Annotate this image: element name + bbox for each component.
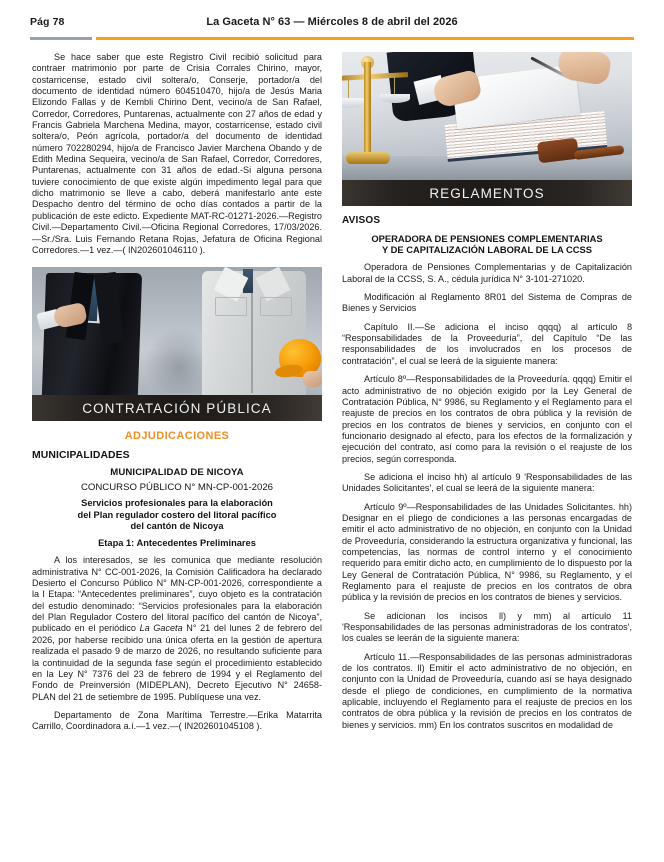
avisos-heading: AVISOS <box>342 215 381 226</box>
articulo-9-paragraph: Artículo 9º—Responsabilidades de las Unidades Solicitantes. hh) Designar en el pliego de condiciones a las personas encargadas de emitir el acto administrativo de no objeción, en conjunto con la Unidad de Proveeduría, considerando la estructura organizativa y funcional, las competencias, las normas de control interno y el conocimiento requerido para emitir dicho acto, en cumplimiento de lo dispuesto por la Ley General de Contratación Pública, N° 9986, su Reglamento, y el Reglamento para el reajuste de precios en los contratos de obra pública y la revisión de precios en los contratos de bienes y servicios. <box>342 501 632 603</box>
contratacion-publica-banner-label: CONTRATACIÓN PÚBLICA <box>82 400 272 416</box>
worker-hand-shape <box>303 371 322 387</box>
worker-pocket-right-shape <box>260 297 292 316</box>
left-column <box>32 52 322 733</box>
header-rule-left <box>30 37 92 40</box>
project-title-line-2: del Plan regulador costero del litoral pacífico <box>77 509 277 520</box>
contratacion-publica-banner <box>32 395 322 421</box>
municipalidad-nicoya-heading: MUNICIPALIDAD DE NICOYA <box>110 467 244 479</box>
worker-zipper-shape <box>251 293 253 393</box>
legal-justice-photo <box>342 52 632 180</box>
scales-pan-left <box>342 98 366 108</box>
left-signature-block: Departamento de Zona Marítima Terrestre.—Erika Matarrita Carrillo, Coordinadora a.í.—1 vez.—( IN202601045108 ). <box>32 709 322 732</box>
articulo-11-paragraph: Artículo 11.—Responsabilidades de las personas administradoras de los contratos. ll) Emitir el acto administrativo de no objeción, en conjunto con la Unidad de Proveeduría, cuando así se haya designado desde el pliego de condiciones, en cumplimiento de la normativa aplicable, incluyendo el Reglamento para el reajuste de precios en los contratos de obra pública y la revisión de precios en los contratos de bienes y servicios. mm) En los contratos suscritos en modalidad de <box>342 651 632 730</box>
project-title <box>32 498 322 532</box>
entity-heading <box>342 233 632 255</box>
adjudicaciones-subheading: ADJUDICACIONES <box>124 430 230 443</box>
adiciona-hh-paragraph: Se adiciona el inciso hh) al artículo 9 'Responsabilidades de las Unidades Solicitantes', el cual se leerá de la siguiente manera: <box>342 471 632 494</box>
scales-base-shape <box>346 152 390 164</box>
concurso-number: CONCURSO PÚBLICO N° MN-CP-001-2026 <box>80 482 274 494</box>
businessman-and-worker-photo <box>32 267 322 395</box>
civil-registry-notice: Se hace saber que este Registro Civil recibió solicitud para contraer matrimonio por parte de Crisia Corrales Chirino, mayor, costarricense, estado civil soltera/o, Conserje, portador/a del documento de identidad número 604510470, hijo/a de Jesús Maria Elizondo Fallas y de Kembli Chirino Dent, vecino/a de San Rafael, Corredor, Corredores, Puntarenas, actualmente con 27 años de edad y Francis Gabriela Marchena Medina, mayor, costarricense, estado civil soltera/o, Peón agrícola, portador/a del documento de identidad número 702280294, hijo/a de Francisco Javier Marchena Obando y de Edith Medina Sequeira, vecino/a de San Rafael, Corredor, Corredores, Puntarenas, actualmente con 31 años de edad.-Si alguna persona tuviere conocimiento de que existe algún impedimento legal para que dicho matrimonio se lleve a cabo, deberá manifestarlo ante este Despacho dentro del término de ocho días contados a partir de la publicación de este edicto. Expediente MAT-RC-01271-2026.—Registro Civil.—Departamento Civil.—Oficina Regional Corredores, 17/03/2026.—Sr./Sra. Luis Fernando Retana Rojas, Jefatura de Oficina Regional Corredores.—1 vez.—( IN202601046110 ). <box>32 52 322 255</box>
scales-pan-right <box>380 94 410 103</box>
capitulo-ii-paragraph: Capítulo II.—Se adiciona el inciso qqqq) al artículo 8 “Responsabilidades de la Proveeduría”, del Capítulo “De las responsabilidades de los involucrados en los procesos de contratación”, el cual se leerá de la siguiente manera: <box>342 321 632 366</box>
resolution-body <box>32 555 322 702</box>
articulo-8-paragraph: Artículo 8º—Responsabilidades de la Proveeduría. qqqq) Emitir el acto administrativo de no objeción exigido por la Ley General de Contratación Pública, N° 9986, su Reglamento y el Reglamento para el reajuste de precios en los contratos de obra pública y la revisión de precios en los contratos de bienes y servicios, en conjunto con el funcionario designado al efecto, para los efectos de la formalización y ejecución del contrato, así como para la revisión o el reajuste de los precios, según corresponda. <box>342 374 632 464</box>
scales-of-justice-icon <box>364 62 371 158</box>
project-title-line-1: Servicios profesionales para la elaboración <box>81 498 273 509</box>
reglamentos-banner-label: REGLAMENTOS <box>429 185 545 201</box>
page-number-label: Pág 78 <box>30 16 65 28</box>
adicionan-ll-mm-paragraph: Se adicionan los incisos ll) y mm) al artículo 11 'Responsabilidades de las personas administradoras de los contratos', los cuales se leerán de la siguiente manera: <box>342 610 632 644</box>
resolution-gaceta-italic: La Gaceta <box>139 623 183 634</box>
worker-pocket-left-shape <box>215 297 247 316</box>
resolution-body-part-2: N° 21 del lunes 2 de febrero del 2026, por haberse recibido una única oferta en la gestión de apertura realizada el pasado 9 de marzo de 2026, no resultando suficiente para la continuidad de la segunda fase según el procedimiento establecido en la Ley N° 7376 del 23 de febrero de 1994 y el Reglamento del Fondo de Preinversión (MIDEPLAN), Decreto Ejecutivo N° 24658-PLAN del 21 de setiembre de 1995. Publíquese una vez. <box>32 623 323 702</box>
resolution-body-part-1: A los interesados, se les comunica que mediante resolución administrativa N° CC-001-2026, la Comisión Calificadora ha declarado Desierto el Concurso Público N° MN-CP-001-2026, correspondiente a la I Etapa: “Antecedentes preliminares”, cuyo objeto es la contratación del estudio denominado: “Servicios profesionales para la elaboración del Plan Regulador Costero del litoral pacífico del cantón de Nicoya”, publicado en el periódico <box>32 555 322 634</box>
publication-title: La Gaceta N° 63 — Miércoles 8 de abril del 2026 <box>206 16 458 28</box>
municipalidades-heading: MUNICIPALIDADES <box>32 450 130 462</box>
entity-heading-line-1: OPERADORA DE PENSIONES COMPLEMENTARIAS <box>371 233 603 244</box>
page-header <box>30 16 634 46</box>
etapa-heading: Etapa 1: Antecedentes Preliminares <box>98 538 256 549</box>
entity-heading-line-2: Y DE CAPITALIZACIÓN LABORAL DE LA CCSS <box>381 244 593 256</box>
scales-string-left <box>348 76 349 100</box>
project-title-line-3: del cantón de Nicoya <box>130 521 224 531</box>
entity-intro-paragraph: Operadora de Pensiones Complementarias y de Capitalización Laboral de la CCSS, S. A., cédula jurídica N° 3-101-271020. <box>342 262 632 284</box>
header-rule-right <box>96 37 634 40</box>
reglamentos-banner <box>342 180 632 206</box>
modification-title-paragraph: Modificación al Reglamento 8R01 del Sistema de Compras de Bienes y Servicios <box>342 292 632 314</box>
scales-string-right <box>394 74 395 96</box>
right-column <box>342 52 632 731</box>
